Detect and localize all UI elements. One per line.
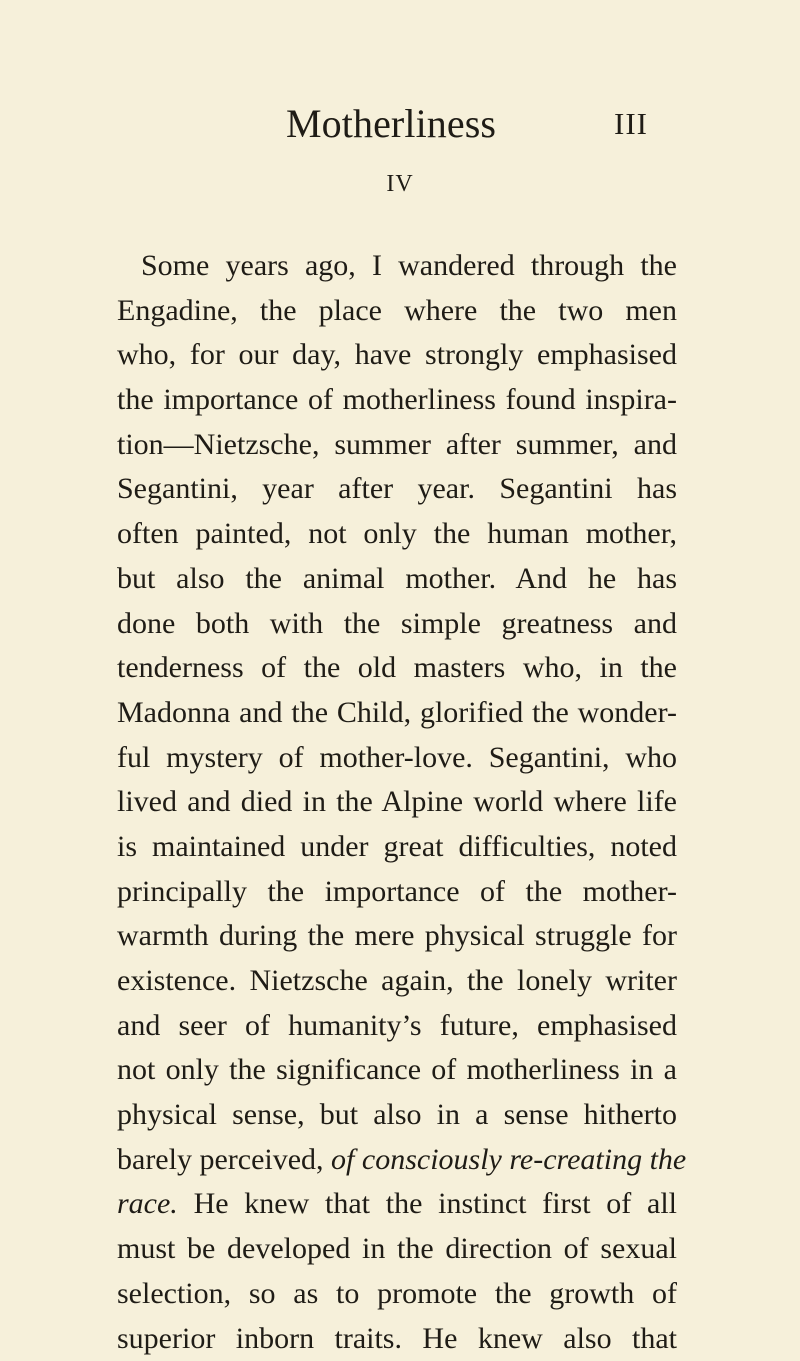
text-line: not only the significance of motherliness in a [117, 1048, 677, 1093]
text-line: superior inborn traits. He knew also that [117, 1317, 677, 1361]
text-line: often painted, not only the human mother, [117, 512, 677, 557]
line-suffix: He knew that the instinct first of all [194, 1187, 677, 1220]
text-line: lived and died in the Alpine world where life [117, 780, 677, 825]
text-line: physical sense, but also in a sense hitherto [117, 1093, 677, 1138]
line-prefix: barely perceived, [117, 1143, 324, 1176]
running-head [0, 100, 800, 148]
text-line: tion—Nietzsche, summer after summer, and [117, 423, 677, 468]
text-line: Engadine, the place where the two men [117, 289, 677, 334]
text-line: who, for our day, have strongly emphasised [117, 333, 677, 378]
text-line: tenderness of the old masters who, in the [117, 646, 677, 691]
text-line: Segantini, year after year. Segantini has [117, 467, 677, 512]
section-number: IV [0, 169, 800, 199]
text-line: is maintained under great difficulties, noted [117, 825, 677, 870]
page-number: III [614, 104, 648, 144]
text-line: principally the importance of the mother- [117, 870, 677, 915]
text-line: ful mystery of mother-love. Segantini, who [117, 736, 677, 781]
text-line: done both with the simple greatness and [117, 602, 677, 647]
text-line: and seer of humanity’s future, emphasised [117, 1004, 677, 1049]
text-line: warmth during the mere physical struggle for [117, 914, 677, 959]
text-line-with-emphasis [117, 1138, 677, 1183]
text-line: must be developed in the direction of sexual [117, 1227, 677, 1272]
text-line: the importance of motherliness found inspira- [117, 378, 677, 423]
text-line: Madonna and the Child, glorified the wonder- [117, 691, 677, 736]
text-line: but also the animal mother. And he has [117, 557, 677, 602]
italic-emphasis: of consciously re-creating the [331, 1143, 686, 1176]
body-text [117, 244, 677, 1361]
text-line: existence. Nietzsche again, the lonely writer [117, 959, 677, 1004]
italic-emphasis: race. [117, 1187, 178, 1220]
text-line: Some years ago, I wandered through the [117, 244, 677, 289]
text-line: selection, so as to promote the growth of [117, 1272, 677, 1317]
text-line-with-emphasis [117, 1182, 677, 1227]
running-title: Motherliness [286, 100, 496, 148]
